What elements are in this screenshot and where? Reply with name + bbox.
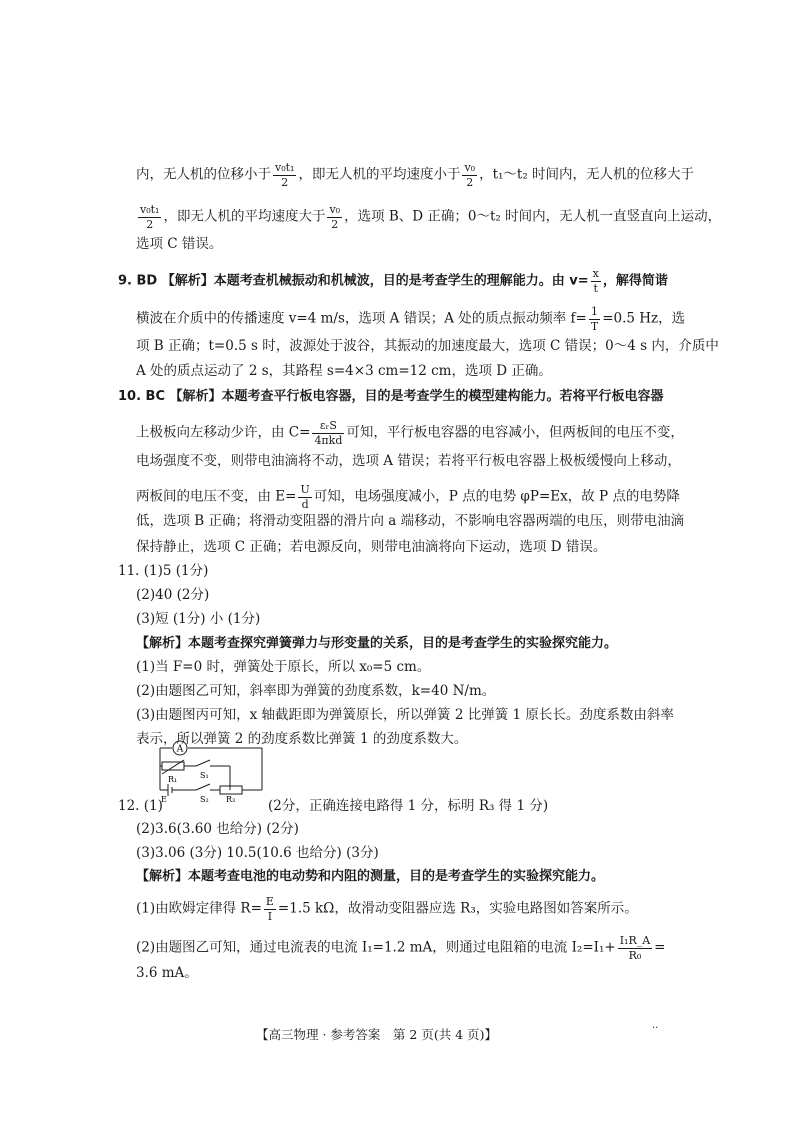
page-footer: 【高三物理 · 参考答案 第 2 页(共 4 页)】 (256, 1027, 497, 1042)
r1-label: R₁ (168, 775, 178, 784)
q9-line-2: 横波在介质中的传播速度 v=4 m/s，选项 A 错误；A 处的质点振动频率 f= $\frac{1}{T}$ =0.5 Hz，选 (136, 305, 686, 333)
q12-point-2: (2)由题图乙可知，通过电流表的电流 I₁=1.2 mA，则通过电阻箱的电流 I₂=I₁+ $\frac{\text{I₁R\_A}}{\text{R₀}}$ = (136, 934, 666, 962)
q11-answer-3: (3)短 (1分) 小 (1分) (136, 611, 261, 627)
q12-answer-2: (2)3.6(3.60 也给分) (2分) (136, 821, 299, 837)
footer-mark: .. (652, 1020, 659, 1031)
fraction: $\frac{1}{T}$ (590, 305, 599, 333)
q8-line-2: $\frac{\text{v₀t₁}}{2}$ ，即无人机的平均速度大于 $\frac{\text{v₀}}{2}$ ，选项 B、D 正确；0～t₂ 时间内，无人机一直竖直向上运动， (140, 203, 722, 231)
q8-line-3: 选项 C 错误。 (136, 236, 223, 252)
q10-line-2: 上极板向左移动少许，由 C= $\frac{\text{εᵣS}}{\text{4πkd}}$ 可知，平行板电容器的电容减小，但两板间的电压不变， (136, 419, 684, 447)
fraction: $\frac{U}{d}$ (300, 483, 310, 511)
rheostat-icon (162, 762, 184, 770)
fraction: $\frac{\text{v₀t₁}}{2}$ (140, 203, 160, 231)
q12-answer-1-note: (2分，正确连接电路得 1 分，标明 R₃ 得 1 分) (268, 798, 549, 814)
q10-line-5: 低，选项 B 正确；将滑动变阻器的滑片向 a 端移动，不影响电容器两端的电压，则带电油滴 (136, 513, 685, 529)
fraction: $\frac{E}{I}$ (265, 895, 274, 923)
q12-analysis: 【解析】本题考查电池的电动势和内阻的测量，目的是考查学生的实验探究能力。 (136, 869, 605, 884)
q9-line-4: A 处的质点运动了 2 s，其路程 s=4×3 cm=12 cm，选项 D 正确。 (136, 363, 552, 379)
q10-line-1: 10. BC 【解析】本题考查平行板电容器，目的是考查学生的模型建构能力。若将平行板电容器 (118, 389, 664, 404)
q11-point-3b: 表示，所以弹簧 2 的劲度系数比弹簧 1 的劲度系数大。 (136, 731, 468, 747)
fraction: $\frac{x}{t}$ (592, 267, 599, 295)
fraction: $\frac{\text{I₁R\_A}}{\text{R₀}}$ (619, 934, 651, 962)
r3-label: R₃ (226, 795, 236, 804)
s2-label: S₂ (200, 795, 209, 804)
q11-answer-2: (2)40 (2分) (136, 587, 210, 603)
q8-line-1: 内，无人机的位移小于 $\frac{\text{v₀t₁}}{2}$ ，即无人机的平均速度小于 $\frac{\text{v₀}}{2}$ ，t₁～t₂ 时间内，无人机的位移大于 (136, 161, 695, 189)
q10-line-6: 保持静止，选项 C 正确；若电源反向，则带电油滴将向下运动，选项 D 错误。 (136, 539, 607, 555)
q9-line-1: 9. BD 【解析】本题考查机械振动和机械波，目的是考查学生的理解能力。由 v= $\frac{x}{t}$ ，解得简谐 (118, 267, 668, 295)
q12-answer-1: 12. (1) (118, 798, 163, 814)
fraction: $\frac{\text{εᵣS}}{\text{4πkd}}$ (314, 419, 343, 447)
q12-point-1: (1)由欧姆定律得 R= $\frac{E}{I}$ =1.5 kΩ，故滑动变阻器应选 R₃，实验电路图如答案所示。 (136, 895, 638, 923)
switch-s2-icon (196, 784, 210, 790)
fraction: $\frac{\text{v₀}}{2}$ (464, 161, 476, 189)
q10-line-3: 电场强度不变，则带电油滴将不动，选项 A 错误；若将平行板电容器上极板缓慢向上移动， (136, 453, 681, 469)
q12-answer-3: (3)3.06 (3分) 10.5(10.6 也给分) (3分) (136, 845, 379, 861)
ammeter-label: A (176, 744, 184, 755)
q9-line-3: 项 B 正确；t=0.5 s 时，波源处于波谷，其振动的加速度最大，选项 C 错误；0～4 s 内，介质中 (136, 338, 719, 354)
q11-answer-1: 11. (1)5 (1分) (118, 563, 209, 579)
q12-point-3: 3.6 mA。 (136, 965, 198, 981)
switch-s1-icon (196, 760, 210, 766)
e-label: E (161, 795, 167, 804)
circuit-diagram (148, 738, 272, 804)
q11-point-1: (1)当 F=0 时，弹簧处于原长，所以 x₀=5 cm。 (136, 659, 431, 675)
q11-point-2: (2)由题图乙可知，斜率即为弹簧的劲度系数，k=40 N/m。 (136, 683, 496, 699)
resistor-r3-icon (220, 786, 242, 794)
fraction: $\frac{\text{v₀t₁}}{2}$ (275, 161, 295, 189)
q10-line-4: 两板间的电压不变，由 E= $\frac{U}{d}$ 可知，电场强度减小，P 点的电势 φP=Ex，故 P 点的电势降 (136, 483, 680, 511)
q11-point-3a: (3)由题图丙可知，x 轴截距即为弹簧原长，所以弹簧 2 比弹簧 1 原长长。劲度系数由斜率 (136, 707, 674, 723)
fraction: $\frac{\text{v₀}}{2}$ (329, 203, 341, 231)
s1-label: S₁ (200, 771, 209, 780)
q11-analysis: 【解析】本题考查探究弹簧弹力与形变量的关系，目的是考查学生的实验探究能力。 (136, 636, 618, 651)
